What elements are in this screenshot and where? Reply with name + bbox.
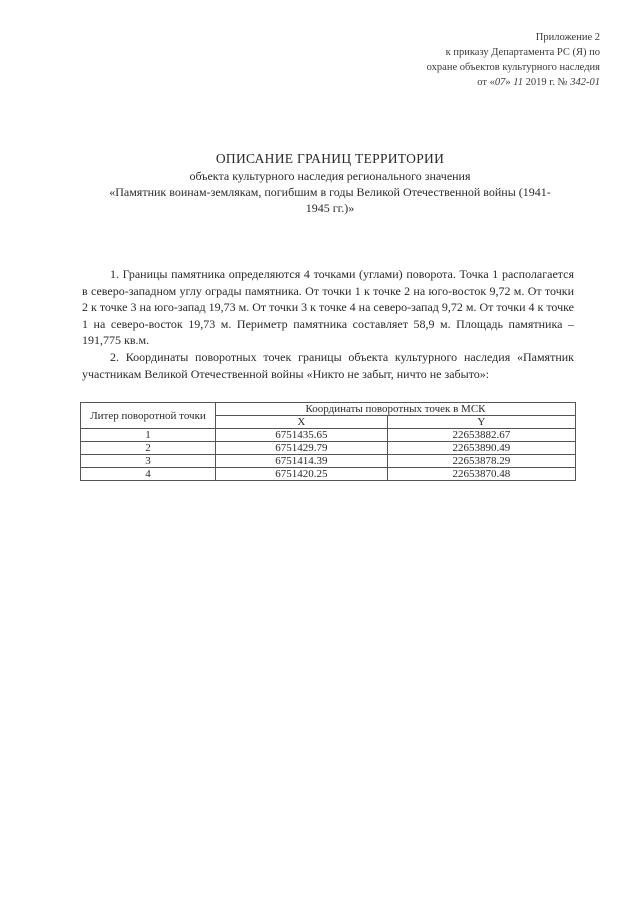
header-y: Y (387, 416, 575, 429)
cell-point: 2 (81, 442, 216, 455)
table-header-row (81, 403, 576, 416)
object-name-line2: 1945 гг.)» (305, 201, 355, 215)
order-number: 342-01 (570, 77, 600, 88)
table-row (81, 442, 576, 455)
cell-y: 22653870.48 (387, 468, 575, 481)
cell-x: 6751435.65 (216, 429, 388, 442)
header-coordinates: Координаты поворотных точек в МСК (216, 403, 576, 416)
table-row (81, 468, 576, 481)
date-day: 07 (494, 77, 506, 88)
cell-x: 6751414.39 (216, 455, 388, 468)
appendix-title: Приложение 2 (535, 32, 600, 43)
body-text (82, 266, 574, 382)
cell-x: 6751420.25 (216, 468, 388, 481)
object-category: объекта культурного наследия регионального значения (189, 169, 471, 183)
appendix-date-line (380, 75, 600, 90)
cell-y: 22653890.49 (387, 442, 575, 455)
title-block (80, 150, 580, 216)
coordinates-table (80, 402, 576, 481)
table-row (81, 455, 576, 468)
document-title: ОПИСАНИЕ ГРАНИЦ ТЕРРИТОРИИ (215, 151, 445, 166)
cell-point: 1 (81, 429, 216, 442)
appendix-order-ref: к приказу Департамента РС (Я) по (445, 47, 600, 58)
header-point: Литер поворотной точки (81, 403, 216, 429)
object-name-line1: «Памятник воинам-землякам, погибшим в годы Великой Отечественной войны (1941- (109, 185, 551, 199)
date-year: 2019 г. № (525, 77, 568, 88)
paragraph-coordinates-intro: 2. Координаты поворотных точек границы объекта культурного наследия «Памятник участникам Великой Отечественной войны «Никто не забыт, ничто не забыто»: (82, 349, 574, 381)
date-sep: » (505, 77, 511, 88)
appendix-department: охране объектов культурного наследия (426, 62, 600, 73)
cell-point: 4 (81, 468, 216, 481)
cell-point: 3 (81, 455, 216, 468)
cell-y: 22653882.67 (387, 429, 575, 442)
table-row (81, 429, 576, 442)
cell-y: 22653878.29 (387, 455, 575, 468)
date-prefix: от « (477, 77, 495, 88)
paragraph-boundaries: 1. Границы памятника определяются 4 точками (углами) поворота. Точка 1 располагается в северо-западном углу ограды памятника. От точки 1 к точке 2 на юго-восток 9,72 м. От точки 2 к точке 3 на юго-запад 19,73 м. От точки 3 к точке 4 на северо-запад 9,72 м. От точки 4 к точке 1 на северо-восток 19,73 м. Периметр памятника составляет 58,9 м. Площадь памятника – 191,775 кв.м. (82, 267, 574, 348)
date-month: 11 (513, 77, 523, 88)
appendix-header (380, 30, 600, 90)
cell-x: 6751429.79 (216, 442, 388, 455)
header-x: X (216, 416, 388, 429)
